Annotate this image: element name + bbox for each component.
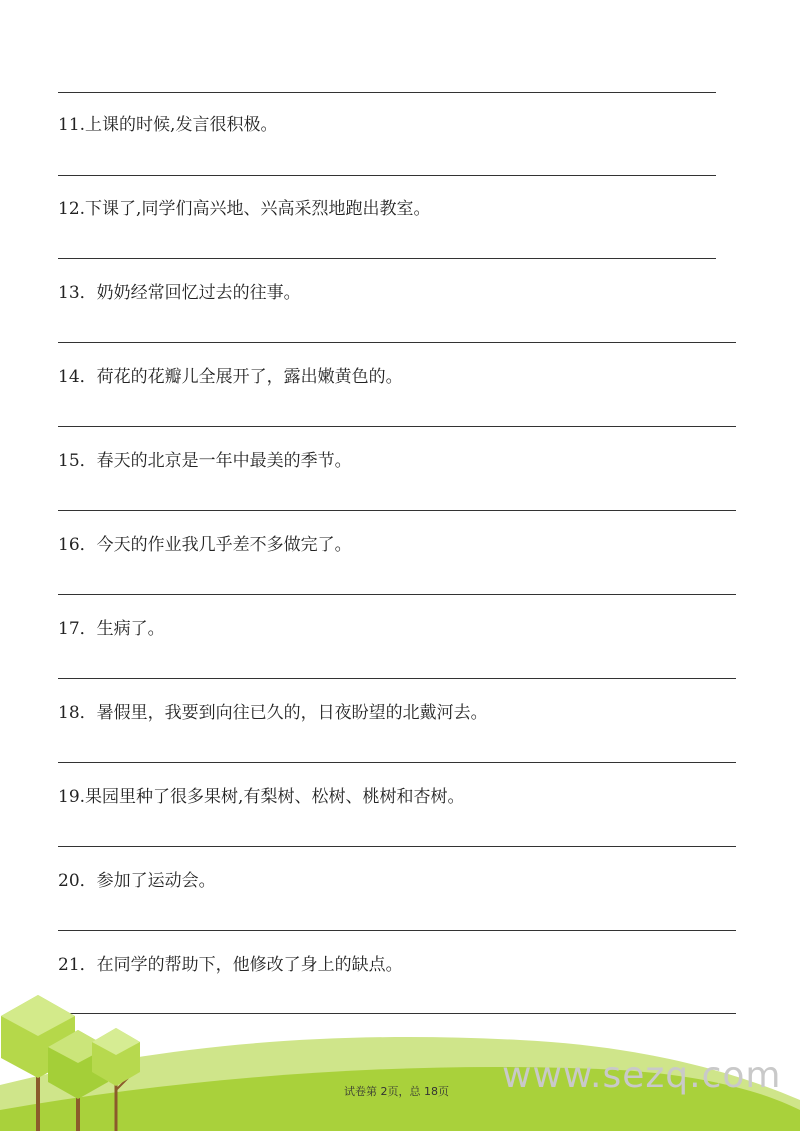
watermark: www.sezq.com (502, 1055, 782, 1096)
question-11: 11.上课的时候,发言很积极。 (58, 115, 278, 135)
question-19: 19.果园里种了很多果树,有梨树、松树、桃树和杏树。 (58, 787, 465, 807)
question-18: 18．暑假里，我要到向往已久的，日夜盼望的北戴河去。 (58, 703, 488, 723)
question-20: 20．参加了运动会。 (58, 871, 216, 891)
question-17: 17．生病了。 (58, 619, 165, 639)
question-21: 21．在同学的帮助下，他修改了身上的缺点。 (58, 955, 403, 975)
question-13: 13．奶奶经常回忆过去的往事。 (58, 283, 301, 303)
question-12: 12.下课了,同学们高兴地、兴高采烈地跑出教室。 (58, 199, 431, 219)
question-15: 15．春天的北京是一年中最美的季节。 (58, 451, 352, 471)
question-16: 16．今天的作业我几乎差不多做完了。 (58, 535, 352, 555)
question-14: 14．荷花的花瓣儿全展开了，露出嫩黄色的。 (58, 367, 403, 387)
page-number: 试卷第 2页，总 18页 (344, 1085, 449, 1098)
